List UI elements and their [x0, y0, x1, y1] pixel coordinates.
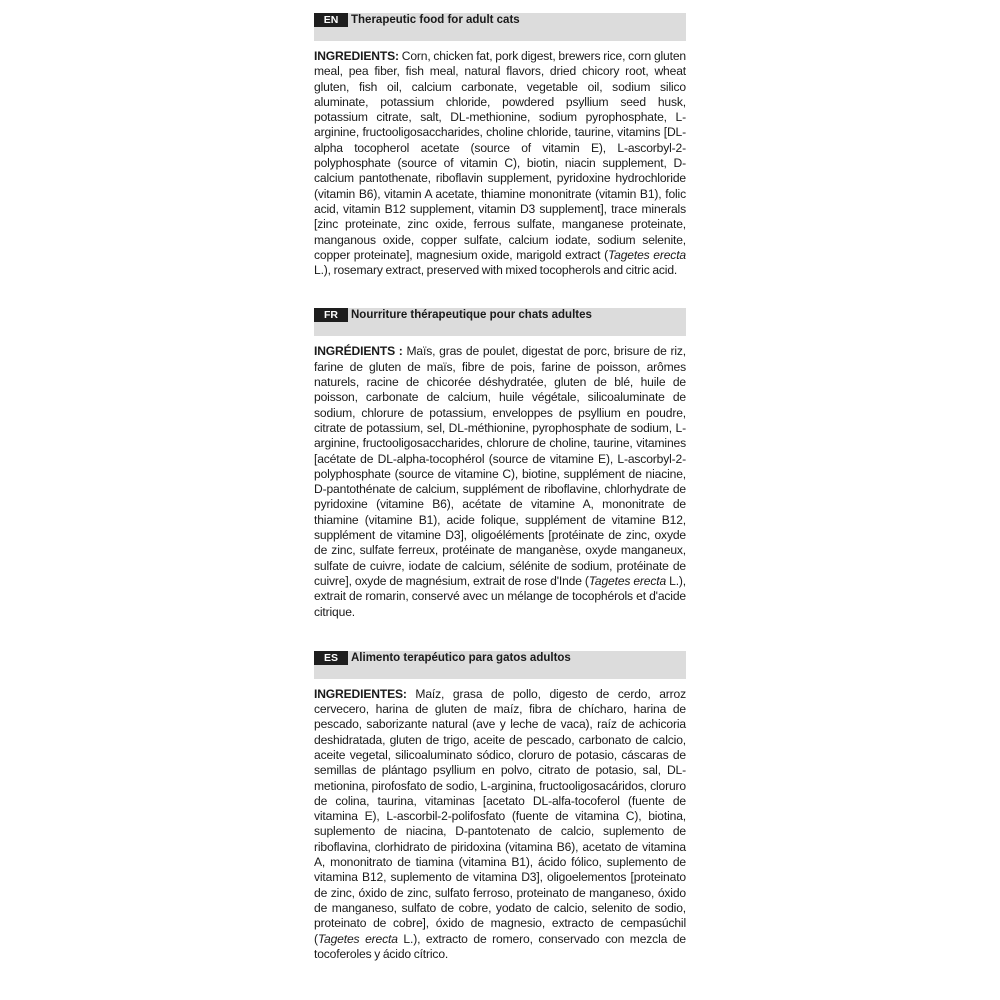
section-title-fr: Nourriture thérapeutique pour chats adultes: [351, 309, 592, 322]
section-header-es: [314, 651, 686, 679]
ingredients-text-en: [314, 49, 686, 278]
scientific-name-en: Tagetes erecta: [608, 247, 686, 262]
language-badge-en: EN: [314, 13, 348, 27]
ingredients-text-fr: [314, 344, 686, 619]
ingredients-list-es: Maíz, grasa de pollo, digesto de cerdo, arroz cervecero, harina de gluten de maíz, fibra de chícharo, harina de pescado, saborizante natural (ave y leche de vaca), raíz de achicoria deshidratada, gluten de trigo, aceite de pescado, carbonato de calcio, aceite vegetal, silicoaluminato sódico, cloruro de potasio, cáscaras de semillas de plántago psyllium en polvo, citrato de potasio, sal, DL-metionina, pirofosfato de sodio, L-arginina, fructooligosacáridos, cloruro de colina, taurina, vitaminas [acetato DL-alfa-tocoferol (fuente de vitamina E), L-ascorbil-2-polifosfato (fuente de vitamina C), biotina, suplemento de niacina, D-pantotenato de calcio, suplemento de riboflavina, clorhidrato de piridoxina (vitamina B6), acetato de vitamina A, mononitrato de tiamina (vitamina B1), ácido fólico, suplemento de vitamina B12, suplemento de vitamina D3], oligoelementos [proteinato de zinc, óxido de zinc, sulfato ferroso, proteinato de manganeso, óxido de manganeso, sulfato de cobre, yodato de calcio, selenito de sodio, proteinato de cobre], óxido de magnesio, extracto de cempasúchil (: [314, 686, 686, 946]
section-title-en: Therapeutic food for adult cats: [351, 14, 520, 26]
scientific-name-es: Tagetes erecta: [317, 931, 398, 946]
ingredients-label-en: INGREDIENTS:: [314, 49, 399, 63]
ingredients-column: [314, 13, 686, 962]
scientific-name-fr: Tagetes erecta: [588, 573, 667, 588]
section-fr: [314, 308, 686, 619]
section-en: [314, 13, 686, 278]
ingredients-label-fr: INGRÉDIENTS :: [314, 344, 403, 359]
section-header-en: [314, 13, 686, 41]
ingredients-label-es: INGREDIENTES:: [314, 686, 407, 701]
ingredients-list-end-en: L.), rosemary extract, preserved with mixed tocopherols and citric acid.: [314, 263, 678, 278]
ingredients-text-es: [314, 687, 686, 962]
ingredients-list-end-es: L.), extracto de romero, conservado con mezcla de tocoferoles y ácido cítrico.: [314, 931, 686, 961]
section-header-fr: [314, 308, 686, 336]
section-es: [314, 651, 686, 962]
language-badge-fr: FR: [314, 308, 348, 322]
language-badge-es: ES: [314, 651, 348, 665]
section-title-es: Alimento terapéutico para gatos adultos: [351, 651, 571, 664]
ingredients-list-end-fr: L.), extrait de romarin, conservé avec un mélange de tocophérols et d'acide citrique.: [314, 573, 686, 619]
ingredients-list-en: Corn, chicken fat, pork digest, brewers rice, corn gluten meal, pea fiber, fish meal, natural flavors, dried chicory root, wheat gluten, fish oil, calcium carbonate, vegetable oil, sodium silico aluminate, potassium chloride, powdered psyllium seed husk, potassium citrate, salt, DL-methionine, sodium pyrophosphate, L-arginine, fructooligosaccharides, choline chloride, taurine, vitamins [DL-alpha tocopherol acetate (source of vitamin E), L-ascorbyl-2-polyphosphate (source of vitamin C), biotin, niacin supplement, D-calcium pantothenate, riboflavin supplement, pyridoxine hydrochloride (vitamin B6), vitamin A acetate, thiamine mononitrate (vitamin B1), folic acid, vitamin B12 supplement, vitamin D3 supplement], trace minerals [zinc proteinate, zinc oxide, ferrous sulfate, manganese proteinate, manganous oxide, copper sulfate, calcium iodate, sodium selenite, copper proteinate], magnesium oxide, marigold extract (: [314, 49, 686, 262]
ingredients-list-fr: Maïs, gras de poulet, digestat de porc, brisure de riz, farine de gluten de maïs, fibre de pois, farine de poisson, arômes naturels, racine de chicorée déshydratée, gluten de blé, huile de poisson, carbonate de calcium, huile végétale, silicoaluminate de sodium, chlorure de potassium, enveloppes de psyllium en poudre, citrate de potassium, sel, DL-méthionine, pyrophosphate de sodium, L-arginine, fructooligosaccharides, chlorure de choline, taurine, vitamines [acétate de DL-alpha-tocophérol (source de vitamine E), L-ascorbyl-2-polyphosphate (source de vitamine C), biotine, supplément de niacine, D-pantothénate de calcium, supplément de riboflavine, chlorhydrate de pyridoxine (vitamine B6), acétate de vitamine A, mononitrate de thiamine (vitamine B1), acide folique, supplément de vitamine B12, supplément de vitamine D3], oligoéléments [protéinate de zinc, oxyde de zinc, sulfate ferreux, protéinate de manganèse, oxyde manganeux, sulfate de cuivre, iodate de calcium, sélénite de sodium, protéinate de cuivre], oxyde de magnésium, extrait de rose d'Inde (: [314, 344, 686, 588]
